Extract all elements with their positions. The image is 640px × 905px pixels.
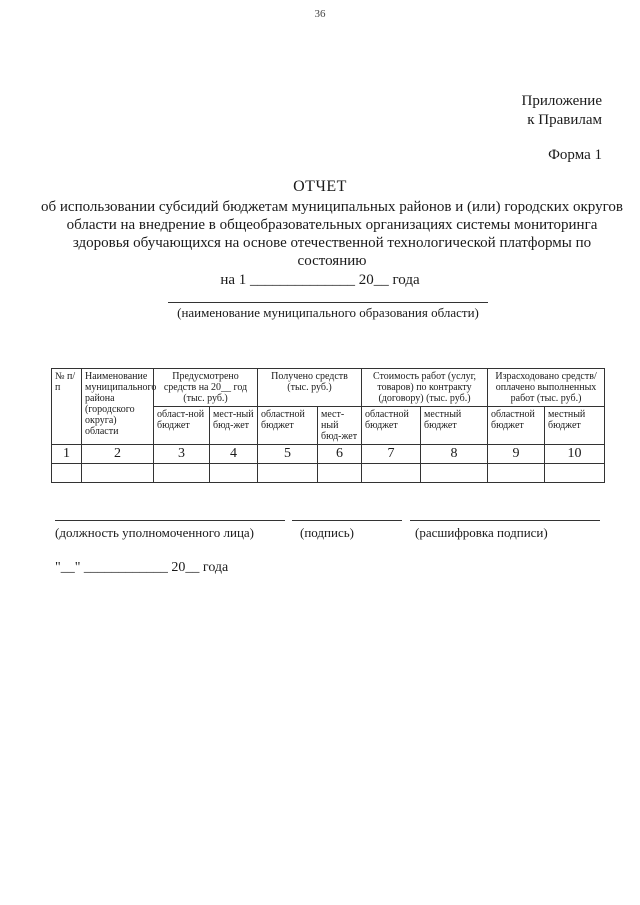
col-number: 9 [488,445,545,464]
col-number: 2 [82,445,154,464]
date-line: "__" ____________ 20__ года [55,560,229,575]
municipality-caption: (наименование муниципального образования области) [177,305,479,320]
col-number: 6 [318,445,362,464]
report-title: ОТЧЕТ [293,178,347,195]
decode-signature-line [410,520,600,521]
sign-caption: (подпись) [300,525,354,540]
col-number: 4 [210,445,258,464]
table-cell [210,464,258,483]
position-signature-line [55,520,285,521]
header-cost: Стоимость работ (услуг, товаров) по контракту (договору) (тыс. руб.) [362,369,488,407]
header-num: № п/п [52,369,82,445]
page-number: 36 [314,8,326,20]
table-cell [421,464,488,483]
report-as-of-date: на 1 ______________ 20__ года [220,272,420,288]
header-spent: Израсходовано средств/оплачено выполненных работ (тыс. руб.) [488,369,605,407]
sub-cost-local: местный бюджет [421,407,488,445]
col-number: 3 [154,445,210,464]
sub-planned-regional: област-ной бюджет [154,407,210,445]
sign-signature-line [292,520,402,521]
table-cell [154,464,210,483]
col-number: 7 [362,445,421,464]
sub-planned-local: мест-ный бюд-жет [210,407,258,445]
table-cell [52,464,82,483]
table-row [52,464,605,483]
header-name: Наименование муниципального района (городского округа) области [82,369,154,445]
sub-received-local: мест-ный бюд-жет [318,407,362,445]
decode-caption: (расшифровка подписи) [415,525,548,540]
report-table [51,368,605,483]
report-subtitle: об использовании субсидий бюджетам муниципальных районов и (или) городских округов области на внедрение в общеобразовательных организациях системы мониторинга здоровья обучающихся на основе отечественной технологической платформы по состоянию [41,199,623,269]
appendix-line-2: к Правилам [527,112,602,128]
table-cell [318,464,362,483]
header-planned: Предусмотрено средств на 20__ год (тыс. руб.) [154,369,258,407]
column-numbers-row [52,445,605,464]
position-caption: (должность уполномоченного лица) [55,525,255,540]
table-cell [488,464,545,483]
sub-cost-regional: областной бюджет [362,407,421,445]
appendix-label [521,92,602,130]
table-cell [258,464,318,483]
municipality-name-line [168,302,488,303]
appendix-line-1: Приложение [521,93,602,109]
sub-spent-local: местный бюджет [545,407,605,445]
table-cell [82,464,154,483]
sub-spent-regional: областной бюджет [488,407,545,445]
col-number: 10 [545,445,605,464]
table-cell [362,464,421,483]
col-number: 5 [258,445,318,464]
table-header-row [52,369,605,407]
col-number: 1 [52,445,82,464]
table-cell [545,464,605,483]
form-label: Форма 1 [548,147,602,163]
header-received: Получено средств (тыс. руб.) [258,369,362,407]
sub-received-regional: областной бюджет [258,407,318,445]
col-number: 8 [421,445,488,464]
